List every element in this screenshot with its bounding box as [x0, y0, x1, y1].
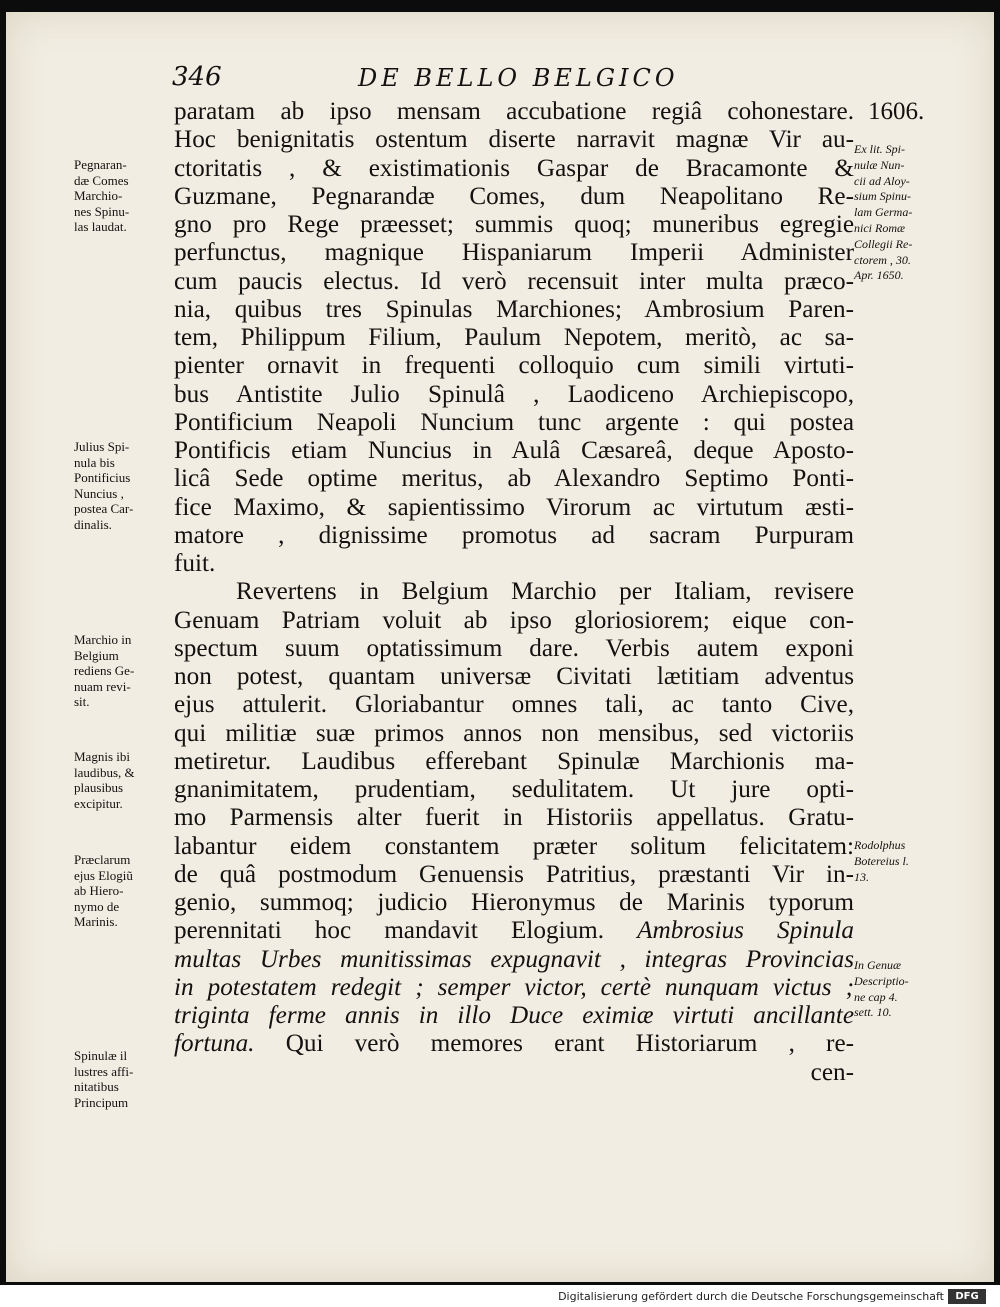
body-line: non potest, quantam universæ Civitati lætitiam adventus — [174, 663, 854, 690]
margin-note-line: Marchio in — [74, 632, 132, 647]
dfg-logo: DFG — [948, 1289, 986, 1304]
margin-note — [854, 958, 964, 1021]
margin-note-line: Botereius l. — [854, 853, 909, 868]
body-text — [174, 98, 854, 1087]
margin-note-line: ne cap 4. — [854, 989, 898, 1004]
body-line: genio, summoq; judicio Hieronymus de Marinis typorum — [174, 889, 854, 916]
body-line: pienter ornavit in frequenti colloquio cum simili virtuti- — [174, 352, 854, 380]
body-line: metiretur. Laudibus efferebant Spinulæ Marchionis ma- — [174, 747, 854, 775]
body-line: labantur eidem constantem præter solitum felicitatem: — [174, 832, 854, 860]
margin-note-line: Principum — [74, 1094, 129, 1110]
quote-lead: Ambrosius Spinula — [637, 917, 854, 945]
margin-note-line: nymo de — [74, 898, 120, 914]
body-line: mo Parmensis alter fuerit in Historiis appellatus. Gratu- — [174, 804, 854, 832]
body-line: Pontificis etiam Nuncius in Aulâ Cæsareâ, deque Aposto- — [174, 437, 854, 464]
margin-note-line: las laudat. — [74, 219, 127, 234]
margin-note — [854, 838, 964, 885]
margin-note — [74, 632, 174, 710]
footer-credit: Digitalisierung gefördert durch die Deutsche Forschungsgemeinschaft — [558, 1290, 944, 1303]
body-line — [174, 917, 854, 945]
margin-note-line: cii ad Aloy- — [854, 173, 910, 188]
body-line: licâ Sede optime meritus, ab Alexandro Septimo Ponti- — [174, 465, 854, 493]
margin-note-line: Nuncius , — [74, 485, 124, 501]
page-header — [6, 62, 994, 98]
margin-note-line: Spinulæ il — [74, 1048, 128, 1063]
margin-note-line: Marinis. — [74, 914, 118, 929]
body-line: bus Antistite Julio Spinulâ , Laodiceno Archiepiscopo, — [174, 380, 854, 408]
body-line: fuit. — [174, 550, 216, 577]
body-line: cum paucis electus. Id verò recensuit inter multa præco- — [174, 267, 854, 295]
body-line: nia, quibus tres Spinulas Marchiones; Ambrosium Paren- — [174, 295, 854, 323]
margin-note-line: nula bis — [74, 454, 115, 470]
margin-note-line: sett. 10. — [854, 1005, 892, 1020]
margin-note-line: lustres affi- — [74, 1063, 134, 1079]
body-line: tem, Philippum Filium, Paulum Nepotem, meritò, ac sa- — [174, 324, 854, 351]
margin-note-line: Rodolphus — [854, 838, 906, 852]
margin-note — [74, 157, 174, 235]
margin-note-line: Julius Spi- — [74, 439, 130, 454]
margin-note-line: nici Romæ — [854, 220, 905, 235]
margin-note-line: postea Car- — [74, 501, 134, 516]
quote-line: multas Urbes munitissimas expugnavit , integras Provincias — [174, 945, 854, 973]
body-line: ctoritatis , & existimationis Gaspar de Bracamonte & — [174, 154, 854, 182]
body-line: ejus attulerit. Gloriabantur omnes tali, ac tanto Cive, — [174, 691, 854, 719]
margin-note-line: plausibus — [74, 780, 124, 795]
quote-line: in potestatem redegit ; semper victor, certè nunquam victus ; — [174, 973, 854, 1001]
body-line: Hoc benignitatis ostentum diserte narravit magnæ Vir au- — [174, 126, 854, 154]
margin-note-line: nuam revi- — [74, 678, 131, 694]
catchword: cen- — [810, 1058, 854, 1086]
body-line: Guzmane, Pegnarandæ Comes, dum Neapolitano Re- — [174, 182, 854, 210]
margin-note-line: Apr. 1650. — [854, 268, 904, 283]
margin-note-line: Marchio- — [74, 188, 123, 203]
body-line: gno pro Rege præesset; summis quoq; muneribus egregie — [174, 211, 854, 238]
margin-note-line: Pontificius — [74, 470, 131, 485]
margin-note-line: 13. — [854, 869, 869, 884]
margin-note-line: nes Spinu- — [74, 203, 130, 219]
margin-note-line: sium Spinu- — [854, 189, 911, 204]
margin-note — [74, 439, 174, 532]
body-line: Pontificium Neapoli Nuncium tunc argente : qui postea — [174, 408, 854, 436]
margin-note-line: excipitur. — [74, 795, 123, 811]
margin-note-line: laudibus, & — [74, 764, 135, 780]
margin-note-line: ab Hiero- — [74, 883, 124, 898]
margin-note-line: Collegii Re- — [854, 236, 913, 251]
quote-end-line — [174, 1030, 854, 1058]
body-line: gnanimitatem, prudentiam, sedulitatem. Ut jure opti- — [174, 776, 854, 803]
body-line: matore , dignissime promotus ad sacram Purpuram — [174, 521, 854, 549]
body-line: qui militiæ suæ primos annos non mensibus, sed victoriis — [174, 719, 854, 747]
margin-note-line: rediens Ge- — [74, 663, 135, 678]
margin-note-line: Pegnaran- — [74, 157, 127, 172]
margin-note-line: lam Germa- — [854, 205, 913, 220]
margin-note — [74, 852, 174, 930]
margin-note-line: In Genuæ — [854, 958, 901, 972]
margin-note-line: Descriptio- — [854, 973, 909, 988]
page-number: 346 — [172, 62, 222, 92]
margin-note-line: Præclarum — [74, 852, 131, 867]
body-line-text: Qui verò memores erant Historiarum , re- — [285, 1030, 854, 1058]
body-line: perfunctus, magnique Hispaniarum Imperii Administer — [174, 239, 854, 267]
body-line-text: perennitati hoc mandavit Elogium. — [174, 917, 605, 945]
margin-note-line: dinalis. — [74, 516, 112, 532]
body-line: de quâ postmodum Genuensis Patritius, præstanti Vir in- — [174, 860, 854, 888]
body-line: spectum suum optatissimum dare. Verbis autem exponi — [174, 634, 854, 662]
running-title: DE BELLO BELGICO — [358, 64, 679, 92]
margin-note-line: ctorem , 30. — [854, 252, 911, 267]
margin-note — [74, 1048, 174, 1110]
margin-note-line: Magnis ibi — [74, 749, 130, 764]
book-page — [6, 12, 994, 1282]
margin-note-line: nitatibus — [74, 1079, 119, 1094]
margin-note-line: sit. — [74, 694, 90, 709]
margin-note — [854, 142, 964, 284]
margin-note-line: ejus Elogiũ — [74, 867, 133, 883]
margin-note-line: dæ Comes — [74, 172, 129, 188]
margin-note — [74, 749, 174, 811]
body-line: Revertens in Belgium Marchio per Italiam, revisere — [236, 578, 854, 606]
quote-line: triginta ferme annis in illo Duce eximiæ virtuti ancillante — [174, 1002, 854, 1029]
body-line: Genuam Patriam voluit ab ipso gloriosiorem; eique con- — [174, 606, 854, 634]
quote-end: fortuna. — [174, 1030, 255, 1058]
year-note: 1606. — [868, 98, 925, 125]
body-line: paratam ab ipso mensam accubatione regiâ cohonestare. — [174, 98, 854, 125]
body-line: fice Maximo, & sapientissimo Virorum ac virtutum æsti- — [174, 493, 854, 521]
margin-note-line: Ex lit. Spi- — [854, 142, 905, 156]
footer — [0, 1287, 1000, 1307]
margin-note-line: nulæ Nun- — [854, 157, 905, 172]
margin-note-line: Belgium — [74, 647, 119, 663]
